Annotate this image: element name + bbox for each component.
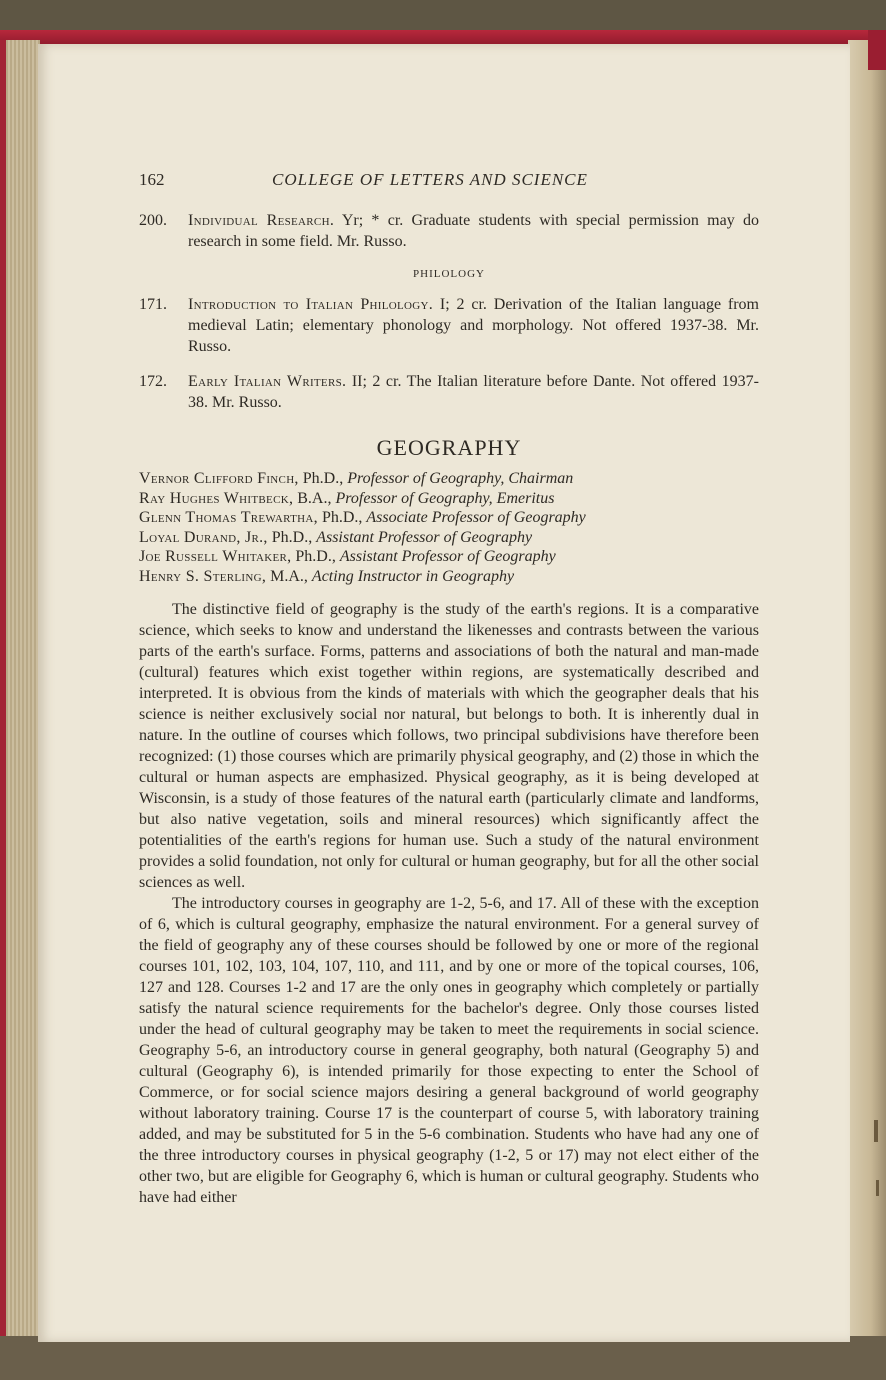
- faculty-degree: Ph.D.,: [317, 509, 367, 527]
- faculty-rank: Professor of Geography, Emeritus: [335, 489, 555, 507]
- course-description: Yr; * cr. Graduate students with special permission may do research in some field. Mr. Russo.: [188, 212, 760, 250]
- page-number: 162: [139, 170, 165, 189]
- paragraph: The distinctive field of geography is the study of the earth's regions. It is a comparative science, which seeks to know and understand the likenesses and contrasts between the various parts of the earth's surface. Forms, patterns and associations of both the natural and man-made (cultural) features which exist together within regions, are systematically described and interpreted. It is obvious from the kinds of materials with which the geographer deals that his science is neither exclusively social nor natural, but belongs to both. It is inherently dual in nature. In the outline of courses which follows, two principal subdivisions have therefore been recognized: (1) those courses which are primarily physical geography, and (2) those in which the cultural or human aspects are emphasized. Physical geography, as it is being developed at Wisconsin, is a study of those features of the natural earth (particularly climate and landforms, but also native vegetation, soils and mineral resources) which significantly affect the potentialities of the earth's regions for human use. Such a study of the natural environment provides a solid foundation, not only for cultural or human geography, but for all the other social sciences as well.: [139, 600, 759, 891]
- course-entry: [139, 371, 759, 413]
- faculty-degree: Ph.D.,: [298, 470, 348, 487]
- course-number: 200.: [139, 212, 167, 229]
- faculty-degree: M.A.,: [266, 567, 312, 585]
- book-cover-bottom: [0, 1336, 886, 1380]
- course-number: 172.: [139, 373, 167, 390]
- faculty-rank: Assistant Professor of Geography: [339, 548, 556, 566]
- book-corner-red: [868, 30, 886, 70]
- paragraph: The introductory courses in geography are 1-2, 5-6, and 17. All of these with the exception of 6, which is cultural geography, emphasize the natural environment. For a general survey of the field of geography any of these courses should be followed by one or more of the regional courses 101, 102, 103, 104, 107, 110, and 111, and by one or more of the topical courses, 106, 127 and 128. Courses 1-2 and 17 are the only ones in geography which completely or partially satisfy the natural science requirements for the bachelor's degree. Only those courses listed under the head of cultural geography may be taken to meet the requirements in social science. Geography 5-6, an introductory course in general geography, both natural (Geography 5) and cultural (Geography 6), is intended primarily for those expecting to enter the School of Commerce, or for social science majors desiring a general background of world geography without laboratory training. Course 17 is the counterpart of course 5, with laboratory training added, and may be substituted for 5 in the 5-6 combination. Students who have had any one of the three introductory courses in physical geography (1-2, 5 or 17) may not elect either of the other two, but are eligible for Geography 6, which is human or cultural geography. Students who have had either: [139, 894, 759, 1206]
- book-page-stack-left: [0, 40, 40, 1340]
- faculty-degree: Ph.D.,: [267, 528, 317, 546]
- faculty-rank: Associate Professor of Geography: [366, 509, 586, 527]
- faculty-degree: Ph.D.,: [291, 548, 340, 566]
- book-page-stack-right: [848, 40, 886, 1340]
- course-title: Individual Research.: [188, 212, 335, 229]
- faculty-member: [139, 489, 759, 509]
- faculty-name: Joe Russell Whitaker,: [139, 548, 292, 566]
- faculty-member: [139, 528, 759, 548]
- course-entry: [139, 294, 759, 357]
- running-title: COLLEGE OF LETTERS AND SCIENCE: [272, 170, 588, 189]
- faculty-name: Henry S. Sterling,: [139, 567, 267, 585]
- section-subheading: PHILOLOGY: [413, 268, 485, 280]
- faculty-member: [139, 508, 759, 528]
- faculty-member: [139, 567, 759, 587]
- page-content: [139, 170, 759, 1208]
- faculty-degree: B.A.,: [293, 489, 336, 507]
- page-edge-mark: [874, 1120, 878, 1142]
- course-title: Early Italian Writers.: [188, 373, 347, 390]
- faculty-member: [139, 469, 759, 489]
- book-binding-left: [0, 40, 6, 1340]
- department-heading: GEOGRAPHY: [376, 435, 522, 460]
- faculty-name: Vernor Clifford Finch,: [139, 470, 299, 487]
- faculty-rank: Professor of Geography, Chairman: [347, 470, 574, 487]
- faculty-name: Ray Hughes Whitbeck,: [139, 489, 294, 507]
- course-description: II; 2 cr. The Italian literature before Dante. Not offered 1937-38. Mr. Russo.: [188, 373, 759, 411]
- faculty-list: [139, 469, 759, 587]
- course-number: 171.: [139, 296, 167, 313]
- page-edge-mark: [876, 1180, 879, 1196]
- faculty-member: [139, 547, 759, 567]
- course-title: Introduction to Italian Philology.: [188, 296, 434, 313]
- faculty-rank: Assistant Professor of Geography: [316, 528, 533, 546]
- running-header: [139, 170, 759, 196]
- faculty-name: Loyal Durand, Jr.,: [139, 528, 268, 546]
- department-description: [139, 599, 759, 1208]
- course-description: I; 2 cr. Derivation of the Italian language from medieval Latin; elementary phonology and morphology. Not offered 1937-38. Mr. Russo.: [188, 296, 759, 355]
- faculty-rank: Acting Instructor in Geography: [311, 567, 515, 585]
- faculty-name: Glenn Thomas Trewartha,: [139, 509, 318, 527]
- course-entry: [139, 210, 759, 252]
